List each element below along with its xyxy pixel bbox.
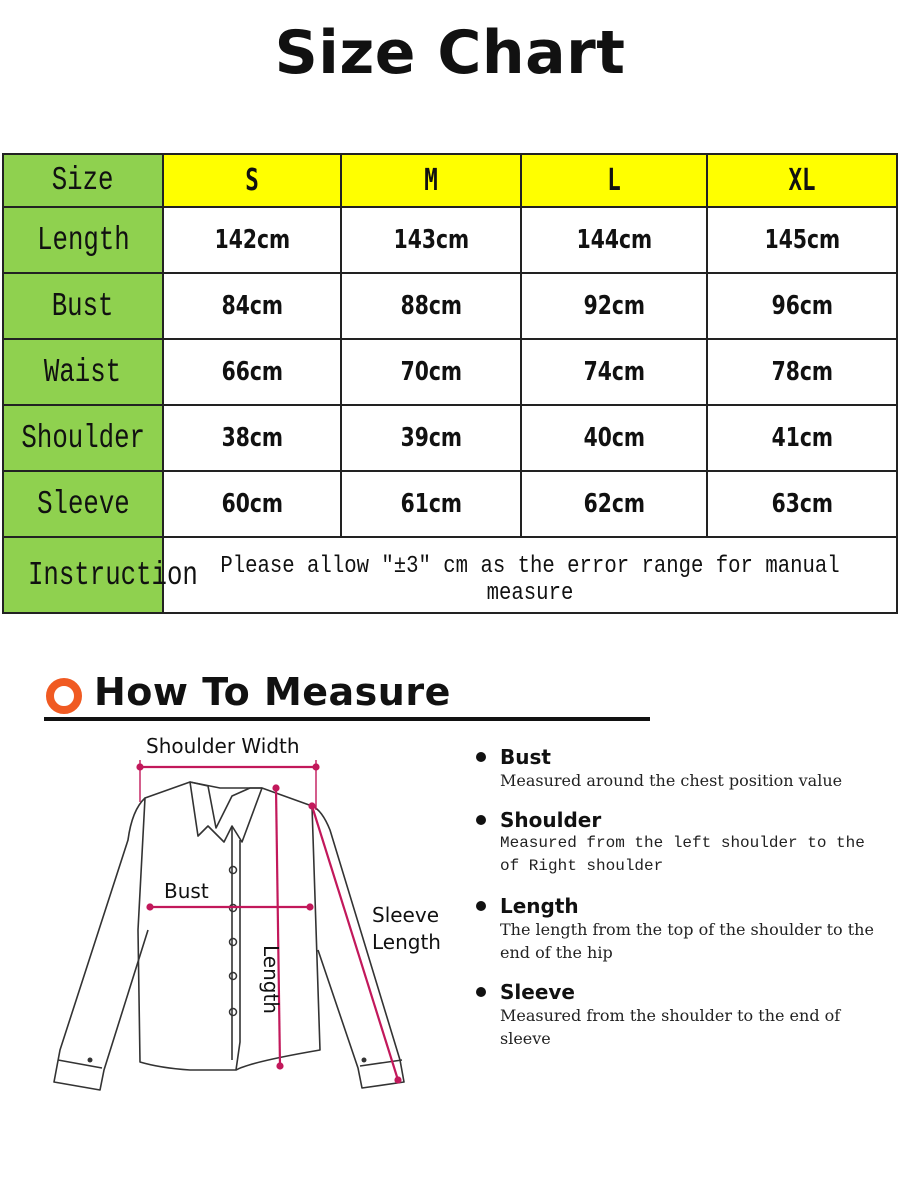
row-label-sleeve: Sleeve [3,471,163,537]
size-header-xl: XL [707,154,897,207]
table-cell: 96cm [707,273,897,339]
sleeve-label-line-2: Length [372,930,441,954]
table-cell: 84cm [163,273,341,339]
instruction-label: Instruction [3,537,163,613]
definition-term: Sleeve [500,980,575,1004]
definition-text: Measured from the shoulder to the end of sleeve [500,1006,841,1048]
header-size-label: Size [3,154,163,207]
table-cell: 63cm [707,471,897,537]
measure-lines [138,760,401,1083]
bullet-icon [476,815,486,825]
how-to-measure-title: How To Measure [94,670,451,714]
list-item [476,980,876,1050]
length-label: Length [259,945,283,1014]
definition-term: Length [500,894,579,918]
definition-term: Shoulder [500,808,602,832]
table-cell: 61cm [341,471,521,537]
table-row [3,405,897,471]
how-to-measure-heading [44,668,654,728]
instruction-row [3,537,897,613]
bullet-icon [476,987,486,997]
table-cell: 60cm [163,471,341,537]
row-label-length: Length [3,207,163,273]
list-item [476,745,876,792]
sleeve-length-label [372,902,441,956]
size-chart-table [2,153,898,614]
row-label-waist: Waist [3,339,163,405]
size-header-l: L [521,154,707,207]
definition-text: Measured from the left shoulder to the of Right shoulder [500,834,865,875]
table-cell: 144cm [521,207,707,273]
page-title: Size Chart [274,18,626,88]
row-label-bust: Bust [3,273,163,339]
size-header-s: S [163,154,341,207]
table-cell: 41cm [707,405,897,471]
definition-term: Bust [500,745,551,769]
list-item [476,894,876,964]
table-cell: 40cm [521,405,707,471]
definition-text: Measured around the chest position value [500,771,843,790]
list-item [476,808,876,878]
table-cell: 39cm [341,405,521,471]
table-row [3,471,897,537]
table-cell: 38cm [163,405,341,471]
table-row [3,273,897,339]
bust-label: Bust [164,879,209,903]
table-row [3,207,897,273]
instruction-text: Please allow "±3" cm as the error range for manual measure [163,537,897,613]
table-cell: 88cm [341,273,521,339]
definition-text: The length from the top of the shoulder to the end of the hip [500,920,874,962]
circle-bullet-icon [46,678,82,714]
shoulder-width-label: Shoulder Width [146,734,300,758]
sleeve-label-line-1: Sleeve [372,903,440,927]
table-row [3,339,897,405]
table-cell: 74cm [521,339,707,405]
shirt-collar [190,782,262,842]
table-cell: 145cm [707,207,897,273]
table-cell: 66cm [163,339,341,405]
shirt-body-outline [138,782,320,1070]
shirt-left-sleeve [54,798,148,1090]
heading-underline [44,717,650,721]
shirt-diagram [40,730,420,1100]
table-cell: 62cm [521,471,707,537]
table-cell: 78cm [707,339,897,405]
size-header-m: M [341,154,521,207]
shirt-buttons [230,867,237,1016]
row-label-shoulder: Shoulder [3,405,163,471]
bullet-icon [476,901,486,911]
table-cell: 142cm [163,207,341,273]
measurement-definitions [476,745,876,1066]
table-cell: 70cm [341,339,521,405]
table-cell: 143cm [341,207,521,273]
table-header-row [3,154,897,207]
bullet-icon [476,752,486,762]
table-cell: 92cm [521,273,707,339]
